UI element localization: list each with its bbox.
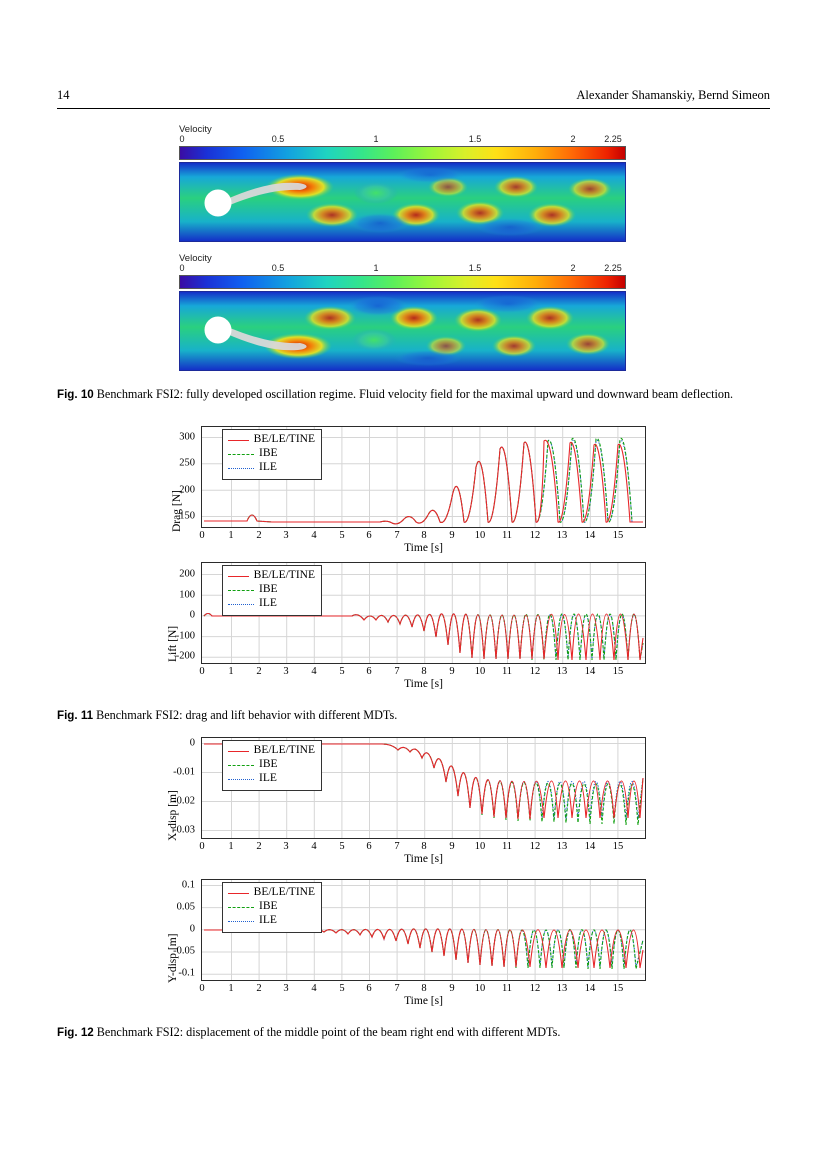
xtick: 14 xyxy=(584,666,596,677)
legend-swatch-be-le-tine xyxy=(228,440,249,441)
chart-lift-xlabel: Time [s] xyxy=(404,678,443,690)
xtick: 12 xyxy=(529,666,541,677)
xtick: 9 xyxy=(449,983,455,994)
xtick: 15 xyxy=(612,983,624,994)
legend-label: ILE xyxy=(259,461,277,474)
velocity-field-lower xyxy=(179,253,626,371)
xtick: 14 xyxy=(584,530,596,541)
xtick: 2 xyxy=(256,983,262,994)
legend-swatch-ile xyxy=(228,779,254,780)
chart-lift-ylabel: Lift [N] xyxy=(167,625,179,662)
xtick: 14 xyxy=(584,983,596,994)
xtick: 15 xyxy=(612,530,624,541)
xtick: 8 xyxy=(421,666,427,677)
chart-drag-axes xyxy=(201,426,646,528)
xtick: 10 xyxy=(474,530,486,541)
ytick: 0 xyxy=(189,737,195,749)
chart-lift-axes xyxy=(201,562,646,664)
xtick: 0 xyxy=(199,530,205,541)
legend-item xyxy=(228,772,315,786)
xtick: 3 xyxy=(283,666,289,677)
xtick: 3 xyxy=(283,530,289,541)
xtick: 12 xyxy=(529,530,541,541)
legend-swatch-be-le-tine xyxy=(228,893,249,894)
ytick: -0.1 xyxy=(178,967,195,979)
velocity-colorbar xyxy=(179,275,626,289)
legend-item xyxy=(228,569,315,583)
legend-swatch-be-le-tine xyxy=(228,751,249,752)
figure-11-label: Fig. 11 xyxy=(57,709,94,722)
xtick: 13 xyxy=(556,841,568,852)
xtick: 8 xyxy=(421,983,427,994)
xtick: 2 xyxy=(256,666,262,677)
xtick: 3 xyxy=(283,841,289,852)
xtick: 2 xyxy=(256,530,262,541)
ytick: 0 xyxy=(189,923,195,935)
xtick: 13 xyxy=(556,666,568,677)
xtick: 11 xyxy=(501,841,513,852)
xtick: 9 xyxy=(449,666,455,677)
legend-item xyxy=(228,447,315,461)
legend-label: BE/LE/TINE xyxy=(253,569,315,582)
chart-x-disp-ylabel: X-disp [m] xyxy=(167,790,179,841)
legend-label: IBE xyxy=(259,758,278,771)
ytick: 150 xyxy=(179,510,195,522)
xtick: 5 xyxy=(339,983,345,994)
chart-x-disp xyxy=(165,735,665,865)
xtick: 5 xyxy=(339,530,345,541)
legend-swatch-ibe xyxy=(228,907,254,908)
xtick: 1 xyxy=(228,666,234,677)
legend-label: ILE xyxy=(259,772,277,785)
xtick: 6 xyxy=(366,841,372,852)
xtick: 11 xyxy=(501,666,513,677)
xtick: 6 xyxy=(366,666,372,677)
xtick: 9 xyxy=(449,841,455,852)
xtick: 4 xyxy=(311,841,317,852)
legend-item xyxy=(228,758,315,772)
legend-label: IBE xyxy=(259,447,278,460)
ytick: -0.01 xyxy=(173,766,195,778)
chart-y-disp-legend xyxy=(222,882,322,933)
xtick: 9 xyxy=(449,530,455,541)
legend-label: ILE xyxy=(259,597,277,610)
xtick: 15 xyxy=(612,666,624,677)
legend-item xyxy=(228,461,315,475)
velocity-colorbar xyxy=(179,146,626,160)
legend-item xyxy=(228,597,315,611)
colorbar-title: Velocity xyxy=(179,253,212,264)
xtick: 2 xyxy=(256,841,262,852)
legend-item xyxy=(228,744,315,758)
legend-swatch-ile xyxy=(228,468,254,469)
legend-item xyxy=(228,914,315,928)
colorbar-title: Velocity xyxy=(179,124,212,135)
ytick: 300 xyxy=(179,431,195,443)
chart-x-disp-legend xyxy=(222,740,322,791)
ytick: -100 xyxy=(175,630,195,642)
figure-11-caption xyxy=(57,707,770,723)
chart-y-disp-axes xyxy=(201,879,646,981)
ytick: -200 xyxy=(175,650,195,662)
chart-drag-ylabel: Drag [N] xyxy=(171,490,183,532)
ytick: 100 xyxy=(179,589,195,601)
xtick: 15 xyxy=(612,841,624,852)
xtick: 1 xyxy=(228,530,234,541)
header-rule xyxy=(57,108,770,109)
legend-label: IBE xyxy=(259,583,278,596)
figure-10-caption xyxy=(57,386,770,402)
ytick: -0.03 xyxy=(173,824,195,836)
figure-11-text: Benchmark FSI2: drag and lift behavior with different MDTs. xyxy=(96,708,398,722)
figure-12-text: Benchmark FSI2: displacement of the middle point of the beam right end with different MDTs. xyxy=(96,1025,561,1039)
legend-label: BE/LE/TINE xyxy=(253,886,315,899)
xtick: 8 xyxy=(421,530,427,541)
velocity-field-upper xyxy=(179,124,626,242)
chart-drag-xlabel: Time [s] xyxy=(404,542,443,554)
ytick: 0 xyxy=(189,609,195,621)
xtick: 0 xyxy=(199,841,205,852)
legend-swatch-ile xyxy=(228,921,254,922)
xtick: 12 xyxy=(529,841,541,852)
legend-label: BE/LE/TINE xyxy=(253,433,315,446)
legend-swatch-ibe xyxy=(228,454,254,455)
xtick: 6 xyxy=(366,530,372,541)
xtick: 13 xyxy=(556,983,568,994)
xtick: 10 xyxy=(474,983,486,994)
xtick: 1 xyxy=(228,841,234,852)
chart-drag-legend xyxy=(222,429,322,480)
figure-10-text: Benchmark FSI2: fully developed oscillation regime. Fluid velocity field for the maximal upward und downward beam deflection. xyxy=(96,387,734,401)
legend-label: ILE xyxy=(259,914,277,927)
chart-x-disp-axes xyxy=(201,737,646,839)
chart-drag xyxy=(165,424,665,554)
xtick: 7 xyxy=(394,530,400,541)
xtick: 14 xyxy=(584,841,596,852)
xtick: 4 xyxy=(311,983,317,994)
legend-swatch-ile xyxy=(228,604,254,605)
legend-item xyxy=(228,433,315,447)
figure-12-label: Fig. 12 xyxy=(57,1026,94,1039)
xtick: 8 xyxy=(421,841,427,852)
xtick: 12 xyxy=(529,983,541,994)
xtick: 10 xyxy=(474,666,486,677)
flow-visualization xyxy=(180,292,625,370)
legend-label: BE/LE/TINE xyxy=(253,744,315,757)
xtick: 0 xyxy=(199,983,205,994)
colorbar-ticks: 0 0.5 1 1.5 2 2.25 xyxy=(179,263,622,273)
xtick: 3 xyxy=(283,983,289,994)
xtick: 10 xyxy=(474,841,486,852)
author-names: Alexander Shamanskiy, Bernd Simeon xyxy=(576,88,770,102)
chart-y-disp-ylabel: Y-disp [m] xyxy=(167,933,179,983)
xtick: 5 xyxy=(339,841,345,852)
ytick: 250 xyxy=(179,457,195,469)
legend-item xyxy=(228,900,315,914)
xtick: 7 xyxy=(394,983,400,994)
chart-y-disp xyxy=(165,877,665,1007)
chart-lift-legend xyxy=(222,565,322,616)
ytick: -0.02 xyxy=(173,795,195,807)
legend-swatch-ibe xyxy=(228,765,254,766)
legend-swatch-be-le-tine xyxy=(228,576,249,577)
page-number: 14 xyxy=(57,88,70,102)
xtick: 5 xyxy=(339,666,345,677)
ytick: 200 xyxy=(179,484,195,496)
ytick: 200 xyxy=(179,568,195,580)
legend-label: IBE xyxy=(259,900,278,913)
xtick: 7 xyxy=(394,666,400,677)
xtick: 4 xyxy=(311,666,317,677)
xtick: 0 xyxy=(199,666,205,677)
xtick: 11 xyxy=(501,530,513,541)
colorbar-ticks: 0 0.5 1 1.5 2 2.25 xyxy=(179,134,622,144)
xtick: 1 xyxy=(228,983,234,994)
legend-item xyxy=(228,886,315,900)
xtick: 7 xyxy=(394,841,400,852)
xtick: 11 xyxy=(501,983,513,994)
velocity-field-image xyxy=(179,291,626,371)
velocity-field-image xyxy=(179,162,626,242)
xtick: 4 xyxy=(311,530,317,541)
legend-swatch-ibe xyxy=(228,590,254,591)
figure-10-label: Fig. 10 xyxy=(57,388,94,401)
chart-y-disp-xlabel: Time [s] xyxy=(404,995,443,1007)
chart-lift xyxy=(165,560,665,690)
ytick: -0.05 xyxy=(173,945,195,957)
flow-visualization xyxy=(180,163,625,241)
xtick: 6 xyxy=(366,983,372,994)
figure-12-caption xyxy=(57,1024,770,1040)
chart-x-disp-xlabel: Time [s] xyxy=(404,853,443,865)
legend-item xyxy=(228,583,315,597)
ytick: 0.05 xyxy=(176,901,195,913)
ytick: 0.1 xyxy=(181,879,195,891)
xtick: 13 xyxy=(556,530,568,541)
